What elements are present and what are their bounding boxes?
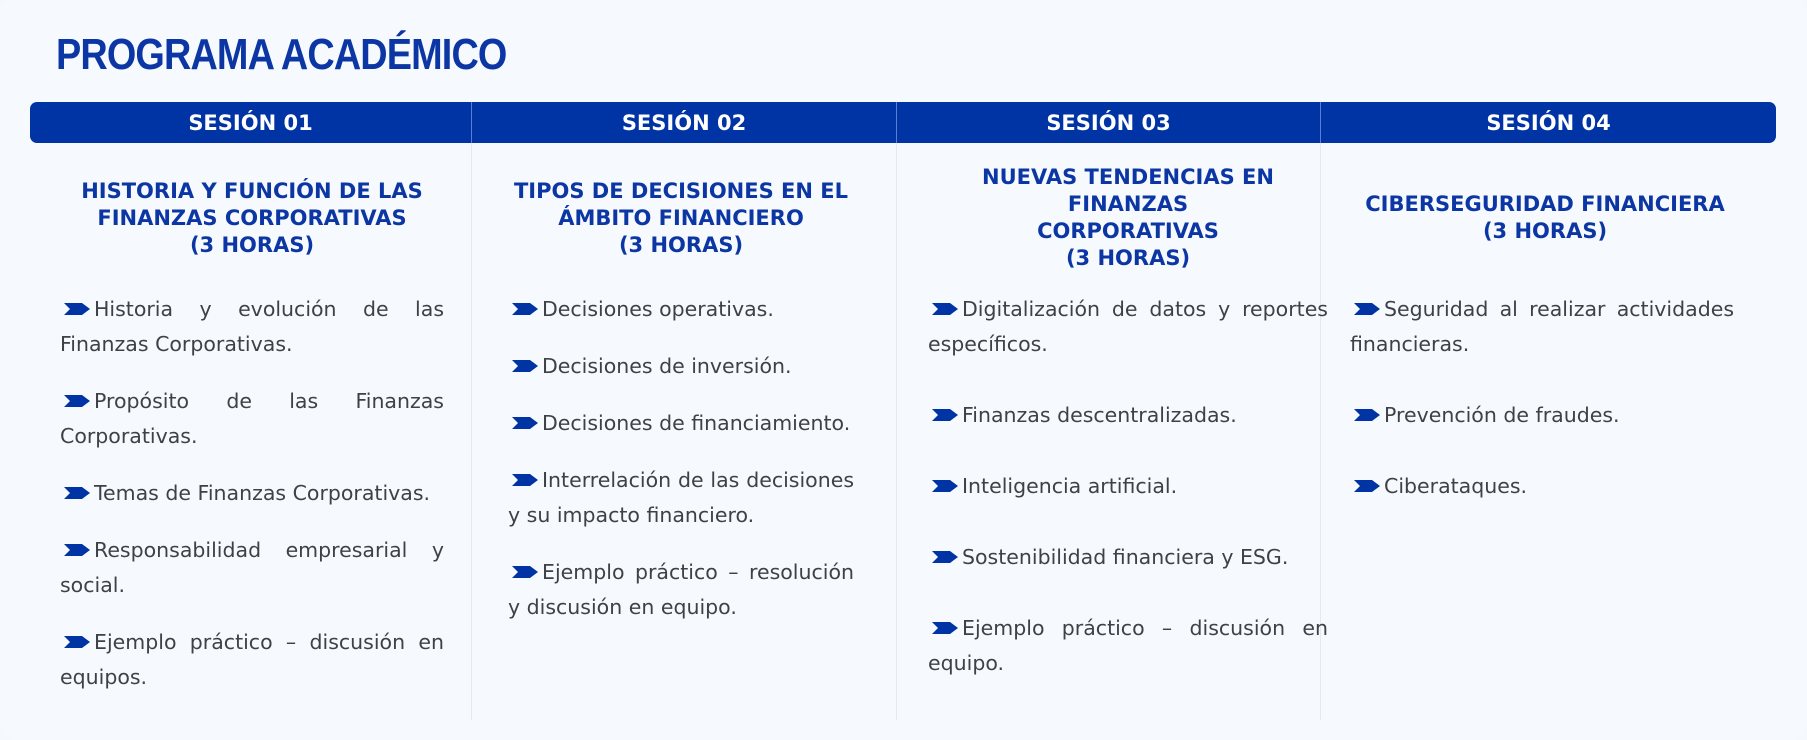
topic-item bbox=[60, 625, 444, 695]
topic-item bbox=[60, 292, 444, 362]
topic-item bbox=[928, 292, 1328, 362]
topic-item bbox=[1350, 469, 1734, 504]
topic-item bbox=[60, 476, 444, 511]
topic-item bbox=[928, 540, 1328, 575]
session-03-topics bbox=[928, 292, 1328, 681]
session-04-title bbox=[1350, 176, 1740, 260]
session-title-line: FINANZAS CORPORATIVAS bbox=[97, 205, 407, 230]
chevron-arrow-icon bbox=[512, 565, 538, 579]
topic-text: Sostenibilidad financiera y ESG. bbox=[962, 545, 1289, 569]
topic-item bbox=[508, 463, 854, 533]
topic-text: Digitalización de datos y reportes específicos. bbox=[928, 297, 1328, 356]
session-04-topics bbox=[1350, 292, 1734, 504]
session-duration: (3 HORAS) bbox=[1065, 246, 1191, 270]
session-duration: (3 HORAS) bbox=[189, 232, 315, 257]
chevron-arrow-icon bbox=[932, 550, 958, 564]
session-01-topics bbox=[60, 292, 444, 695]
topic-item bbox=[1350, 398, 1734, 433]
page-title: PROGRAMA ACADÉMICO bbox=[56, 30, 507, 79]
chevron-arrow-icon bbox=[512, 473, 538, 487]
session-01-title bbox=[60, 176, 444, 260]
session-04-column bbox=[1350, 176, 1734, 540]
chevron-arrow-icon bbox=[1354, 408, 1380, 422]
session-03-header: SESIÓN 03 bbox=[896, 102, 1320, 143]
session-title-line: ÁMBITO FINANCIERO bbox=[558, 205, 804, 230]
topic-text: Ejemplo práctico – resolución y discusión en equipo. bbox=[508, 560, 854, 619]
session-title-line: TIPOS DE DECISIONES EN EL bbox=[513, 178, 848, 203]
topic-item bbox=[928, 398, 1328, 433]
chevron-arrow-icon bbox=[1354, 302, 1380, 316]
session-title-line: NUEVAS TENDENCIAS EN FINANZAS bbox=[982, 165, 1274, 216]
chevron-arrow-icon bbox=[64, 635, 90, 649]
session-duration: (3 HORAS) bbox=[618, 232, 744, 257]
topic-text: Propósito de las Finanzas Corporativas. bbox=[60, 389, 444, 448]
topic-text: Ejemplo práctico – discusión en equipo. bbox=[928, 616, 1328, 675]
topic-item bbox=[60, 384, 444, 454]
topic-text: Historia y evolución de las Finanzas Corporativas. bbox=[60, 297, 444, 356]
chevron-arrow-icon bbox=[64, 394, 90, 408]
chevron-arrow-icon bbox=[932, 302, 958, 316]
chevron-arrow-icon bbox=[932, 621, 958, 635]
topic-item bbox=[1350, 292, 1734, 362]
topic-text: Decisiones de inversión. bbox=[542, 354, 792, 378]
topic-text: Interrelación de las decisiones y su impacto financiero. bbox=[508, 468, 854, 527]
chevron-arrow-icon bbox=[512, 359, 538, 373]
session-02-column bbox=[508, 176, 854, 647]
topic-item bbox=[928, 469, 1328, 504]
session-03-title bbox=[928, 165, 1328, 270]
chevron-arrow-icon bbox=[64, 302, 90, 316]
column-divider bbox=[896, 143, 897, 720]
topic-text: Prevención de fraudes. bbox=[1384, 403, 1620, 427]
sessions-header-bar bbox=[30, 102, 1776, 143]
topic-text: Decisiones de financiamiento. bbox=[542, 411, 851, 435]
topic-item bbox=[508, 292, 854, 327]
chevron-arrow-icon bbox=[512, 302, 538, 316]
chevron-arrow-icon bbox=[64, 486, 90, 500]
topic-item bbox=[508, 555, 854, 625]
topic-text: Finanzas descentralizadas. bbox=[962, 403, 1237, 427]
chevron-arrow-icon bbox=[1354, 479, 1380, 493]
session-02-title bbox=[508, 176, 854, 260]
topic-text: Temas de Finanzas Corporativas. bbox=[94, 481, 431, 505]
topic-text: Responsabilidad empresarial y social. bbox=[60, 538, 444, 597]
session-title-line: CORPORATIVAS bbox=[1037, 219, 1219, 243]
topic-text: Ciberataques. bbox=[1384, 474, 1528, 498]
session-01-column bbox=[60, 176, 444, 717]
session-duration: (3 HORAS) bbox=[1482, 219, 1608, 243]
column-divider bbox=[471, 143, 472, 720]
topic-item bbox=[60, 533, 444, 603]
session-02-topics bbox=[508, 292, 854, 625]
session-01-header: SESIÓN 01 bbox=[188, 110, 313, 135]
chevron-arrow-icon bbox=[932, 408, 958, 422]
session-03-column bbox=[928, 165, 1328, 717]
topic-item bbox=[928, 611, 1328, 681]
chevron-arrow-icon bbox=[64, 543, 90, 557]
chevron-arrow-icon bbox=[932, 479, 958, 493]
topic-text: Decisiones operativas. bbox=[542, 297, 774, 321]
session-02-header: SESIÓN 02 bbox=[471, 102, 896, 143]
session-title-line: HISTORIA Y FUNCIÓN DE LAS bbox=[81, 178, 423, 203]
chevron-arrow-icon bbox=[512, 416, 538, 430]
topic-text: Ejemplo práctico – discusión en equipos. bbox=[60, 630, 444, 689]
topic-item bbox=[508, 349, 854, 384]
topic-text: Seguridad al realizar actividades financieras. bbox=[1350, 297, 1734, 356]
topic-text: Inteligencia artificial. bbox=[962, 474, 1178, 498]
session-title-line: CIBERSEGURIDAD FINANCIERA bbox=[1365, 192, 1725, 216]
topic-item bbox=[508, 406, 854, 441]
session-04-header: SESIÓN 04 bbox=[1320, 102, 1776, 143]
